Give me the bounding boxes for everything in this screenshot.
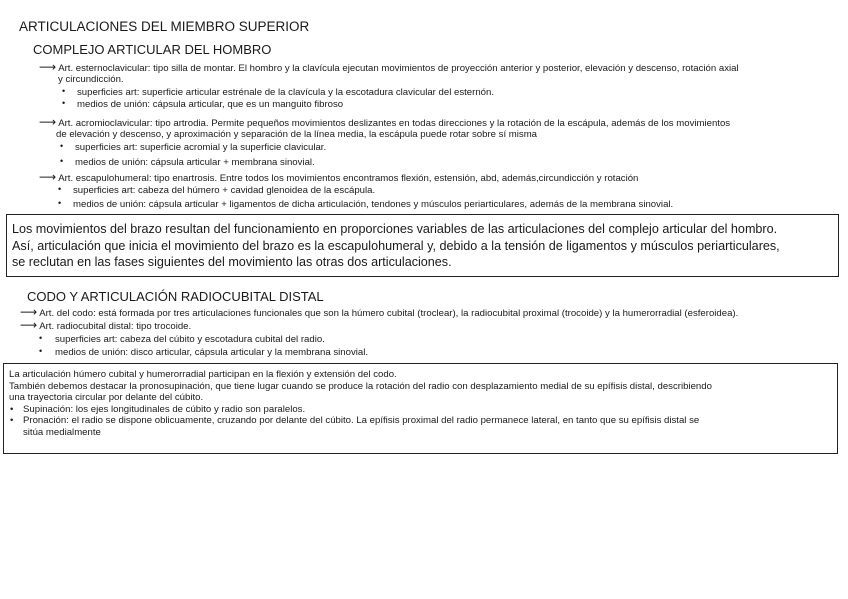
bullet-icon: • bbox=[39, 346, 43, 356]
acromio-superficies: superficies art: superficie acromial y la superficie clavicular. bbox=[75, 142, 327, 153]
codo-text: Art. del codo: está formada por tres articulaciones funcionales que son la húmero cubital (troclear), la radiocubital proximal (trocoide) y la humerorradial (esferoidea). bbox=[39, 308, 739, 319]
summary-line: Así, articulación que inicia el movimiento del brazo es la escapulohumeral y, debido a la tensión de ligamentos y músculos periarticulares, bbox=[12, 238, 780, 253]
supinacion-text: Supinación: los ejes longitudinales de cúbito y radio son paralelos. bbox=[23, 403, 306, 415]
summary-line: una trayectoria circular por delante del cúbito. bbox=[9, 392, 204, 404]
section-heading-codo: CODO Y ARTICULACIÓN RADIOCUBITAL DISTAL bbox=[27, 289, 324, 304]
summary-line: se reclutan en las fases siguientes del movimiento las otras dos articulaciones. bbox=[12, 255, 452, 270]
summary-line: También debemos destacar la pronosupinación, que tiene lugar cuando se produce la rotación del radio con desplazamiento medial de su epífisis distal, describiendo bbox=[9, 380, 712, 392]
pronacion-text-cont: sitúa medialmente bbox=[23, 426, 101, 438]
bullet-icon: • bbox=[10, 415, 14, 427]
arrow-icon: ⟶ bbox=[39, 60, 57, 74]
pronacion-text: Pronación: el radio se dispone oblicuamente, cruzando por delante del cúbito. La epífisis proximal del radio permanece lateral, en tanto que su epífisis distal se bbox=[23, 415, 700, 427]
arrow-icon: ⟶ bbox=[20, 318, 38, 332]
section-heading-hombro: COMPLEJO ARTICULAR DEL HOMBRO bbox=[33, 42, 272, 57]
summary-line: La articulación húmero cubital y humerorradial participan en la flexión y extensión del codo. bbox=[9, 369, 397, 380]
escapulohumeral-item bbox=[39, 172, 638, 185]
bullet-icon: • bbox=[60, 156, 64, 166]
arrow-icon: ⟶ bbox=[39, 170, 57, 184]
summary-box-codo bbox=[3, 363, 838, 454]
summary-box-hombro bbox=[6, 214, 839, 277]
bullet-icon: • bbox=[62, 86, 66, 96]
bullet-item bbox=[9, 404, 712, 416]
acromioclavicular-text: Art. acromioclavicular: tipo artrodia. Permite pequeños movimientos deslizantes en todas direcciones y la rotación de la escápula, además de los movimientos bbox=[58, 118, 731, 129]
esternoclavicular-text: Art. esternoclavicular: tipo silla de montar. El hombro y la clavícula ejecutan movimientos de proyección anterior y posterior, elevación y descenso, rotación axial bbox=[58, 63, 739, 74]
escapulohumeral-text: Art. escapulohumeral: tipo enartrosis. Entre todos los movimientos encontramos flexión, estensión, abd, además,circundicción y rotación bbox=[58, 173, 639, 184]
bullet-icon: • bbox=[39, 333, 43, 343]
radio-medios: medios de unión: disco articular, cápsula articular y la membrana sinovial. bbox=[55, 347, 369, 358]
arrow-icon: ⟶ bbox=[20, 305, 38, 319]
codo-item bbox=[20, 307, 738, 320]
acromioclavicular-text-cont: de elevación y descenso, y aproximación y separación de la línea media, la escápula puede rotar sobre sí misma bbox=[56, 129, 538, 140]
radio-superficies: superficies art: cabeza del cúbito y escotadura cubital del radio. bbox=[55, 334, 325, 345]
radiocubital-text: Art. radiocubital distal: tipo trocoide. bbox=[39, 321, 192, 332]
esternoclavicular-item bbox=[39, 62, 739, 75]
acromio-medios: medios de unión: cápsula articular + membrana sinovial. bbox=[75, 157, 315, 168]
bullet-icon: • bbox=[58, 184, 62, 194]
bullet-icon: • bbox=[10, 403, 14, 415]
page-title: ARTICULACIONES DEL MIEMBRO SUPERIOR bbox=[19, 19, 310, 34]
bullet-icon: • bbox=[58, 198, 62, 208]
acromioclavicular-item bbox=[39, 117, 730, 130]
esterno-medios: medios de unión: cápsula articular, que es un manguito fibroso bbox=[77, 99, 344, 110]
bullet-item bbox=[9, 415, 712, 427]
escapulo-medios: medios de unión: cápsula articular + ligamentos de dicha articulación, tendones y músculos periarticulares, además de la membrana sinovial. bbox=[73, 199, 674, 210]
escapulo-superficies: superficies art: cabeza del húmero + cavidad glenoidea de la escápula. bbox=[73, 185, 376, 196]
bullet-icon: • bbox=[60, 141, 64, 151]
bullet-icon: • bbox=[62, 98, 66, 108]
esternoclavicular-text-cont: y circundicción. bbox=[58, 74, 124, 85]
esterno-superficies: superficies art: superficie articular estrénale de la clavícula y la escotadura clavicular del esternón. bbox=[77, 87, 495, 98]
radiocubital-item bbox=[20, 320, 191, 333]
summary-line: Los movimientos del brazo resultan del funcionamiento en proporciones variables de las articulaciones del complejo articular del hombro. bbox=[12, 222, 778, 236]
arrow-icon: ⟶ bbox=[39, 115, 57, 129]
